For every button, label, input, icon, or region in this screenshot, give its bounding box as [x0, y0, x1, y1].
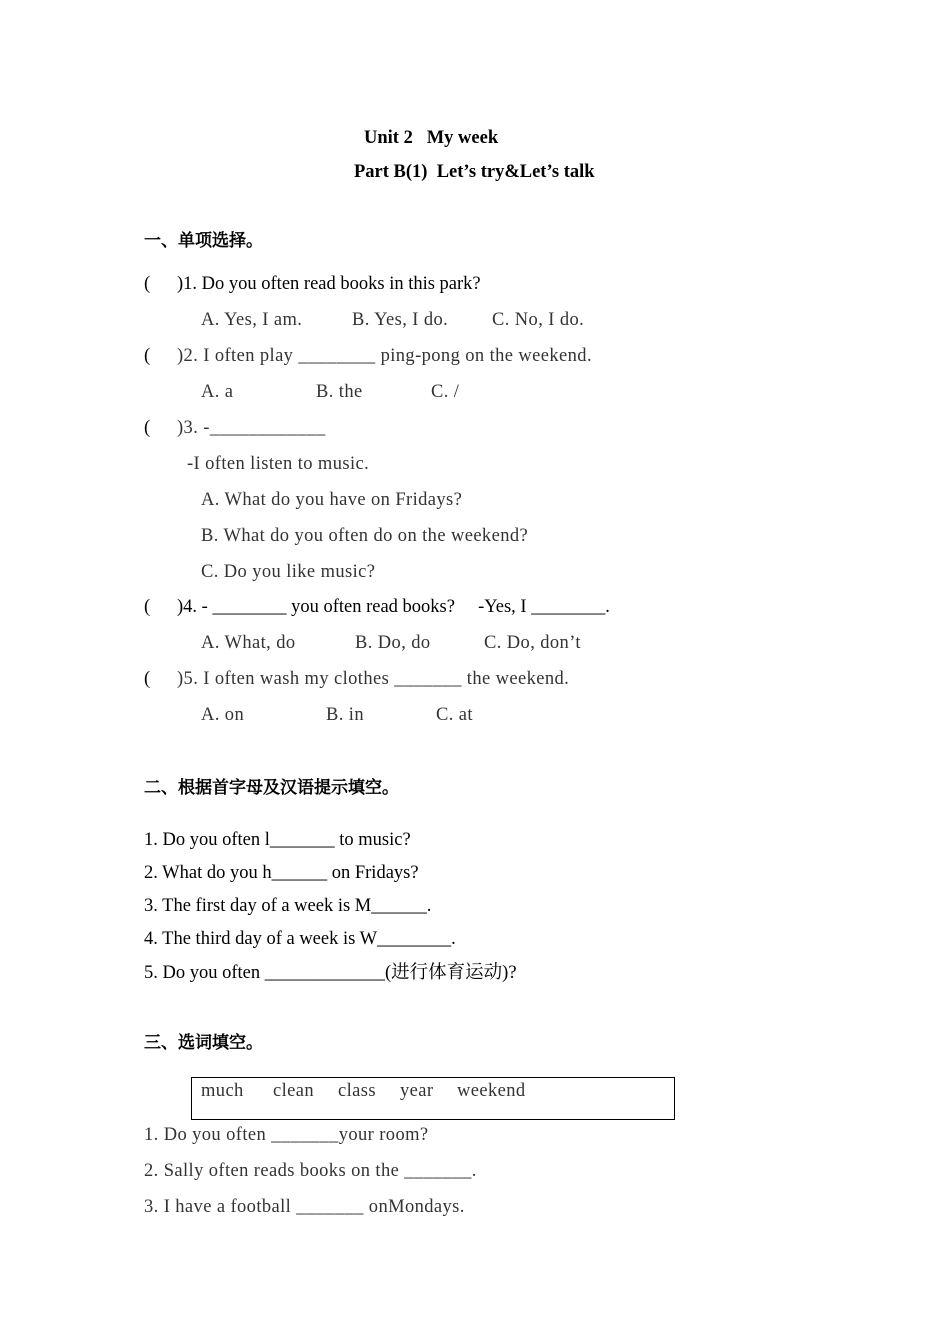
q5-text: )5. I often wash my clothes _______ the weekend.: [177, 669, 570, 689]
q5-option-c: C. at: [436, 705, 473, 725]
q1-option-c: C. No, I do.: [492, 310, 585, 330]
q4-option-b: B. Do, do: [355, 633, 431, 653]
unit-title: Unit 2 My week: [364, 128, 499, 148]
fill-item-3: 3. The first day of a week is M______.: [144, 896, 432, 916]
q1-option-a: A. Yes, I am.: [201, 310, 303, 330]
select-item-1: 1. Do you often _______your room?: [144, 1125, 429, 1145]
q4-option-a: A. What, do: [201, 633, 296, 653]
fill-item-5: 5. Do you often _____________(进行体育运动)?: [144, 963, 517, 983]
word-bank-word: year: [400, 1081, 434, 1101]
q3-option-a: A. What do you have on Fridays?: [201, 490, 463, 510]
q4-paren: (: [144, 597, 151, 617]
q5-option-b: B. in: [326, 705, 364, 725]
q3-text: )3. -____________: [177, 418, 326, 438]
q2-paren: (: [144, 346, 151, 366]
part-title: Part B(1) Let’s try&Let’s talk: [354, 162, 595, 182]
fill-item-2: 2. What do you h______ on Fridays?: [144, 863, 419, 883]
q5-paren: (: [144, 669, 151, 689]
q3-paren: (: [144, 418, 151, 438]
q1-option-b: B. Yes, I do.: [352, 310, 449, 330]
word-bank-word: class: [338, 1081, 376, 1101]
q5-option-a: A. on: [201, 705, 245, 725]
q2-option-c: C. /: [431, 382, 460, 402]
q2-option-a: A. a: [201, 382, 234, 402]
section3-heading: 三、选词填空。: [144, 1033, 263, 1053]
word-bank-word: much: [201, 1081, 244, 1101]
word-bank-box: [191, 1077, 675, 1120]
word-bank-word: clean: [273, 1081, 315, 1101]
q4-text: )4. - ________ you often read books? -Yes, I ________.: [177, 597, 610, 617]
select-item-2: 2. Sally often reads books on the _______.: [144, 1161, 477, 1181]
section2-heading: 二、根据首字母及汉语提示填空。: [144, 778, 399, 798]
q3-option-c: C. Do you like music?: [201, 562, 376, 582]
q1-text: )1. Do you often read books in this park?: [177, 274, 481, 294]
fill-item-1: 1. Do you often l_______ to music?: [144, 830, 411, 850]
select-item-3: 3. I have a football _______ onMondays.: [144, 1197, 465, 1217]
q1-paren: (: [144, 274, 151, 294]
q3-option-b: B. What do you often do on the weekend?: [201, 526, 529, 546]
q4-option-c: C. Do, don’t: [484, 633, 581, 653]
q2-option-b: B. the: [316, 382, 363, 402]
fill-item-4: 4. The third day of a week is W________.: [144, 929, 456, 949]
q2-text: )2. I often play ________ ping-pong on the weekend.: [177, 346, 592, 366]
word-bank-word: weekend: [457, 1081, 526, 1101]
q3-reply: -I often listen to music.: [187, 454, 370, 474]
section1-heading: 一、单项选择。: [144, 231, 263, 251]
